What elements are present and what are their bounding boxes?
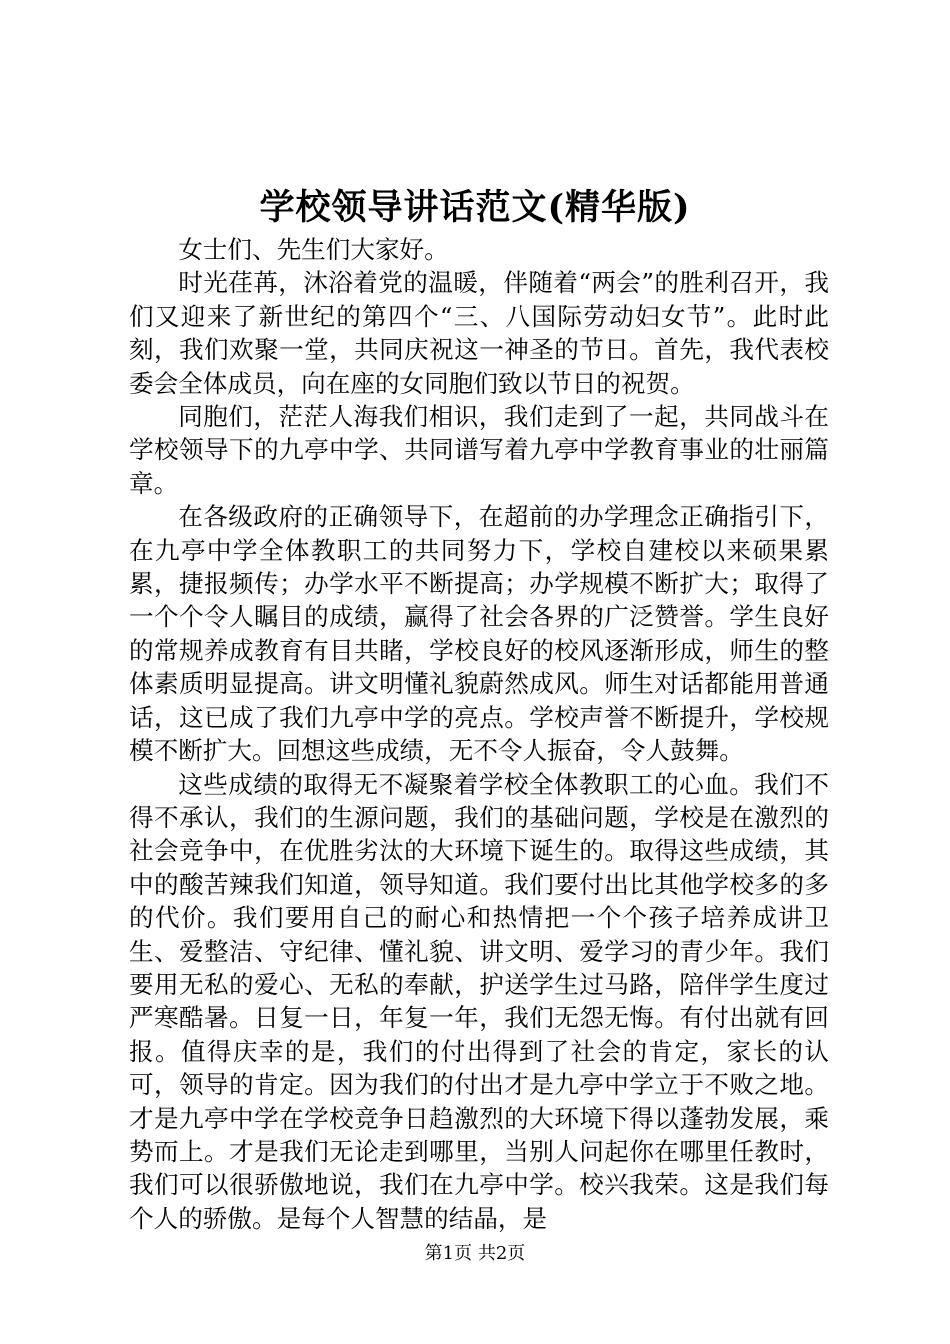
paragraph-colleagues: 同胞们，茫茫人海我们相识，我们走到了一起，共同战斗在学校领导下的九亭中学、共同谱写着九亭中学教育事业的壮丽篇章。	[129, 402, 829, 498]
paragraph-opening: 时光荏苒，沐浴着党的温暖，伴随着“两会”的胜利召开，我们又迎来了新世纪的第四个“三、八国际劳动妇女节”。此时此刻，我们欢聚一堂，共同庆祝这一神圣的节日。首先，我代表校委会全体成员，向在座的女同胞们致以节日的祝贺。	[129, 268, 829, 398]
paragraph-efforts: 这些成绩的取得无不凝聚着学校全体教职工的心血。我们不得不承认，我们的生源问题，我们的基础问题，学校是在激烈的社会竞争中，在优胜劣汰的大环境下诞生的。取得这些成绩，其中的酸苦辣我们知道，领导知道。我们要付出比其他学校多的多的代价。我们要用自己的耐心和热情把一个个孩子培养成讲卫生、爱整洁、守纪律、懂礼貌、讲文明、爱学习的青少年。我们要用无私的爱心、无私的奉献，护送学生过马路，陪伴学生度过严寒酷暑。日复一日，年复一年，我们无怨无悔。有付出就有回报。值得庆幸的是，我们的付出得到了社会的肯定，家长的认可，领导的肯定。因为我们的付出才是九亭中学立于不败之地。才是九亭中学在学校竞争日趋激烈的大环境下得以蓬勃发展，乘势而上。才是我们无论走到哪里，当别人问起你在哪里任教时，我们可以很骄傲地说，我们在九亭中学。校兴我荣。这是我们每个人的骄傲。是每个人智慧的结晶，是	[129, 769, 829, 1233]
paragraph-greeting: 女士们、先生们大家好。	[178, 235, 449, 264]
document-title: 学校领导讲话范文(精华版)	[259, 187, 691, 228]
page-number-footer: 第1页 共2页	[424, 1243, 526, 1264]
paragraph-achievements: 在各级政府的正确领导下，在超前的办学理念正确指引下，在九亭中学全体教职工的共同努力下，学校自建校以来硕果累累，捷报频传；办学水平不断提高；办学规模不断扩大；取得了一个个令人瞩目的成绩，赢得了社会各界的广泛赞誉。学生良好的常规养成教育有目共睹，学校良好的校风逐渐形成，师生的整体素质明显提高。讲文明懂礼貌蔚然成风。师生对话都能用普通话，这已成了我们九亭中学的亮点。学校声誉不断提升，学校规模不断扩大。回想这些成绩，无不令人振奋，令人鼓舞。	[129, 502, 829, 766]
document-body	[129, 233, 829, 1235]
